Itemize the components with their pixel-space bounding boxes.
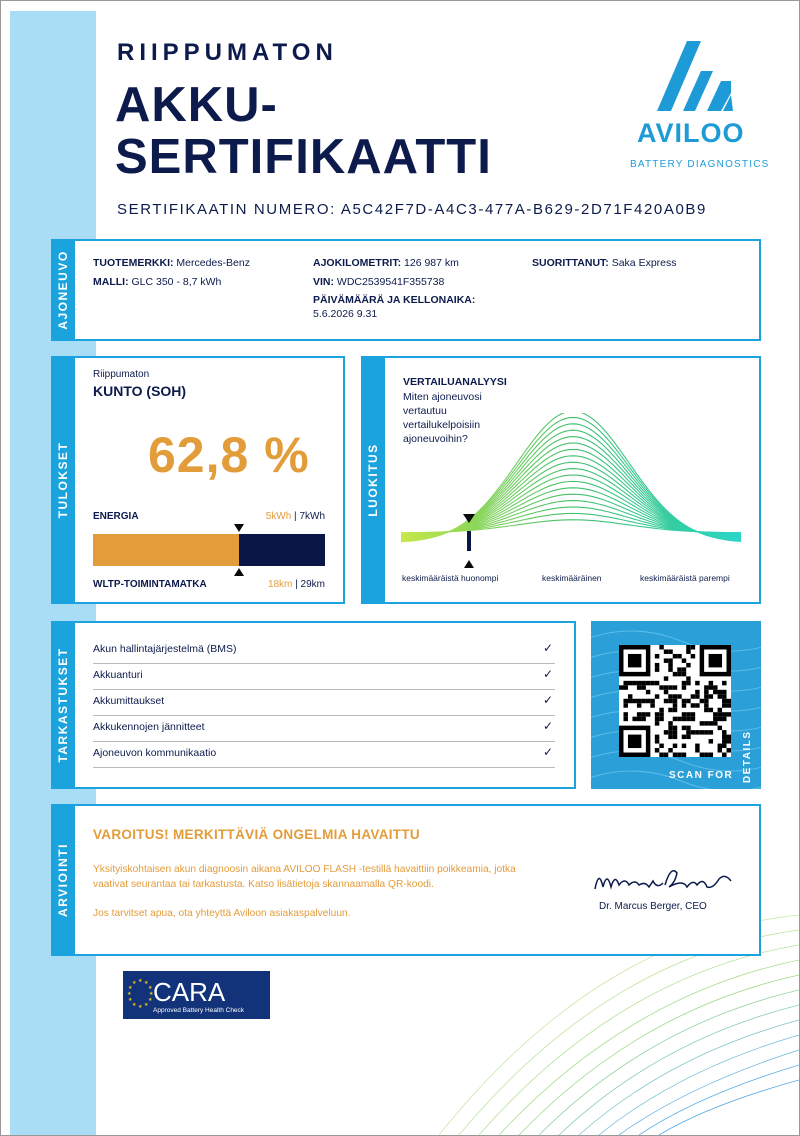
distribution-curve-line <box>401 413 741 542</box>
check-label: Ajoneuvon kommunikaatio <box>93 747 217 759</box>
check-item <box>93 664 555 690</box>
position-marker-icon <box>463 559 475 569</box>
svg-text:★: ★ <box>132 1002 137 1008</box>
range-label: WLTP-TOIMINTAMATKA <box>93 579 207 590</box>
svg-text:★: ★ <box>148 997 153 1003</box>
distribution-curve-line <box>401 475 741 536</box>
distribution-curve-line <box>401 443 741 539</box>
performed-by-field <box>532 256 677 270</box>
checks-section-label: TARKASTUKSET <box>56 647 70 763</box>
checkmark-icon: ✓ <box>542 641 553 655</box>
model-field <box>93 275 221 289</box>
energy-values <box>231 511 325 522</box>
svg-text:★: ★ <box>138 1004 143 1010</box>
mileage-value: 126 987 km <box>404 257 459 269</box>
energy-separator: | <box>291 511 300 522</box>
comparison-title: VERTAILUANALYYSI <box>403 376 507 388</box>
page-title <box>115 79 492 183</box>
axis-low-label: keskimääräistä huonompi <box>402 573 499 583</box>
performed-label: SUORITTANUT: <box>532 257 609 269</box>
energy-current: 5kWh <box>265 511 292 522</box>
pre-title: RIIPPUMATON <box>117 39 338 66</box>
svg-text:★: ★ <box>144 980 149 986</box>
performed-value: Saka Express <box>611 257 677 269</box>
brand-value: Mercedes-Benz <box>176 257 250 269</box>
svg-text:★: ★ <box>144 1002 149 1008</box>
distribution-curve-line <box>401 456 741 538</box>
cara-name: CARA <box>153 977 226 1007</box>
range-values <box>231 579 325 590</box>
cara-badge <box>123 971 270 1019</box>
brand-field <box>93 256 250 270</box>
check-item <box>93 690 555 716</box>
range-current: 18km <box>267 579 293 590</box>
distribution-curve-line <box>401 462 741 537</box>
soh-bar <box>93 534 325 566</box>
qr-panel[interactable] <box>591 621 761 789</box>
warning-line-1: Yksityiskohtaisen akun diagnoosin aikana AVILOO FLASH -testillä havaittiin poikkeamia, jotka <box>93 864 516 875</box>
check-label: Akkumittaukset <box>93 695 165 707</box>
check-label: Akun hallintajärjestelmä (BMS) <box>93 643 237 655</box>
title-line-2: SERTIFIKAATTI <box>115 130 492 184</box>
energy-label: ENERGIA <box>93 511 139 522</box>
checkmark-icon: ✓ <box>542 693 553 707</box>
aviloo-logo-icon <box>627 41 767 121</box>
assessment-section-label: ARVIOINTI <box>56 843 70 917</box>
svg-text:★: ★ <box>132 980 137 986</box>
soh-title: KUNTO (SOH) <box>93 383 187 399</box>
checkmark-icon: ✓ <box>542 719 553 733</box>
energy-total: 7kWh <box>299 511 325 522</box>
classification-section-label: LUOKITUS <box>366 443 380 517</box>
check-item <box>93 638 555 664</box>
distribution-curve-line <box>401 469 741 537</box>
distribution-curve-line <box>401 417 741 541</box>
results-section-label: TULOKSET <box>56 441 70 519</box>
soh-kicker: Riippumaton <box>93 369 150 380</box>
vin-field <box>313 275 444 289</box>
check-item <box>93 742 555 768</box>
logo-name: AVILOO <box>637 118 745 148</box>
brand-label: TUOTEMERKKI: <box>93 257 174 269</box>
qr-code-icon <box>619 645 731 757</box>
model-value: GLC 350 - 8,7 kWh <box>131 276 222 288</box>
results-section-tab <box>51 356 75 604</box>
cara-subtitle: Approved Battery Health Check <box>153 1007 245 1014</box>
datetime-value: 5.6.2026 9.31 <box>313 308 378 320</box>
distribution-curve-line <box>401 424 741 541</box>
vehicle-section-label: AJONEUVO <box>56 250 70 330</box>
distribution-chart <box>401 413 743 555</box>
model-label: MALLI: <box>93 276 129 288</box>
warning-line-2: vaativat seurantaa tai tarkastusta. Katso lisätietoja skannaamalla QR-koodi. <box>93 879 434 890</box>
distribution-curve-line <box>401 430 741 540</box>
axis-mid-label: keskimääräinen <box>542 573 602 583</box>
warning-text <box>93 862 516 892</box>
vin-value: WDC2539541F355738 <box>336 276 445 288</box>
svg-text:★: ★ <box>127 991 132 997</box>
classification-section-tab <box>361 356 385 604</box>
vehicle-card <box>73 239 761 341</box>
axis-high-label: keskimääräistä parempi <box>640 573 730 583</box>
soh-value: 62,8 % <box>148 427 310 483</box>
check-label: Akkuanturi <box>93 669 143 681</box>
warning-title: VAROITUS! MERKITTÄVIÄ ONGELMIA HAVAITTU <box>93 827 420 842</box>
signer-name: Dr. Marcus Berger, CEO <box>599 901 707 912</box>
details-label: DETAILS <box>742 730 753 783</box>
range-total: 29km <box>300 579 325 590</box>
logo-subtitle: BATTERY DIAGNOSTICS <box>630 159 770 170</box>
certificate-number: SERTIFIKAATIN NUMERO: A5C42F7D-A4C3-477A-B629-2D71F420A0B9 <box>117 201 707 218</box>
checkmark-icon: ✓ <box>542 745 553 759</box>
soh-bar-fill <box>93 534 239 566</box>
datetime-field <box>313 293 475 321</box>
marker-up-icon <box>233 567 245 577</box>
marker-down-icon <box>233 523 245 533</box>
mileage-label: AJOKILOMETRIT: <box>313 257 402 269</box>
vin-label: VIN: <box>313 276 334 288</box>
help-text: Jos tarvitset apua, ota yhteyttä Aviloon asiakaspalveluun. <box>93 908 351 919</box>
signature-image <box>591 859 736 899</box>
vehicle-section-tab <box>51 239 75 341</box>
range-separator: | <box>292 579 301 590</box>
svg-text:★: ★ <box>128 997 133 1003</box>
svg-text:★: ★ <box>148 985 153 991</box>
check-label: Akkukennojen jännitteet <box>93 721 205 733</box>
title-line-1: AKKU- <box>115 78 278 132</box>
check-item <box>93 716 555 742</box>
qr-code[interactable] <box>619 645 731 757</box>
assessment-section-tab <box>51 804 75 956</box>
mileage-field <box>313 256 459 270</box>
checks-section-tab <box>51 621 75 789</box>
comparison-question: Miten ajoneuvosi vertautuu vertailukelpoisiin ajoneuvoihin? <box>403 391 482 445</box>
checkmark-icon: ✓ <box>542 667 553 681</box>
eu-stars-icon <box>126 976 156 1014</box>
svg-text:★: ★ <box>138 978 143 984</box>
svg-text:★: ★ <box>128 985 133 991</box>
datetime-label: PÄIVÄMÄÄRÄ JA KELLONAIKA: <box>313 294 476 306</box>
scan-for-label: SCAN FOR <box>669 770 734 781</box>
svg-text:★: ★ <box>149 991 154 997</box>
